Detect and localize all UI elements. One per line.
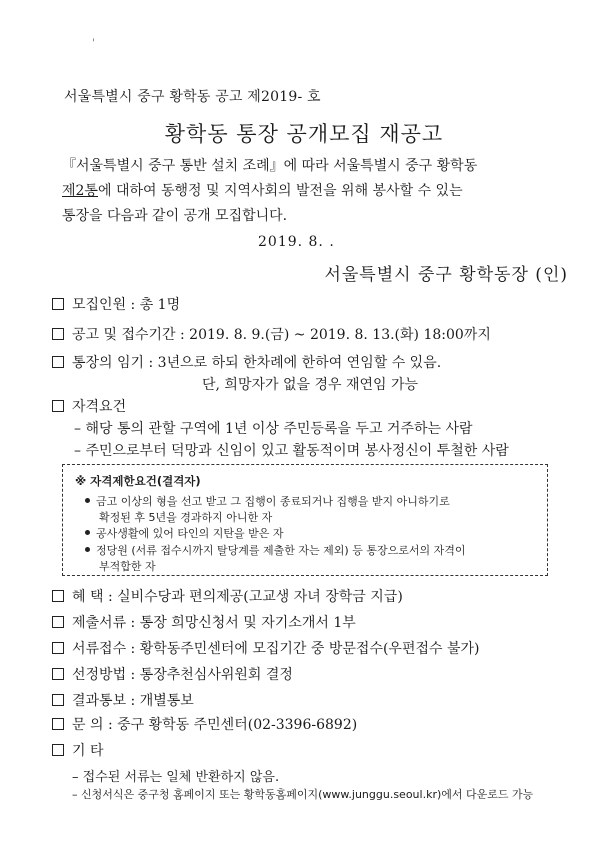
intro-line-2 (62, 179, 556, 204)
qualification-2: – 주민으로부터 덕망과 신임이 있고 활동적이며 봉사정신이 투철한 사람 (74, 443, 509, 459)
restriction-3-text: 정당원 (서류 접수시까지 탈당계를 제출한 자는 제외) 등 통장으로서의 자격이 (96, 544, 466, 557)
qualification-1: – 해당 통의 관할 구역에 1년 이상 주민등록을 두고 거주하는 사람 (74, 421, 473, 437)
etc-note-1: – 접수된 서류는 일체 반환하지 않음. (72, 770, 280, 785)
bullet-icon (85, 498, 90, 503)
item-result (52, 690, 194, 710)
notice-date: 2019. 8. . (258, 234, 335, 250)
restriction-3-cont: 부적합한 자 (99, 560, 156, 573)
checkbox-icon (52, 668, 64, 680)
item-recruit-text: 모집인원 : 총 1명 (72, 297, 181, 313)
restriction-box (62, 464, 548, 576)
item-qualification (52, 396, 126, 416)
item-term (52, 352, 441, 372)
bullet-icon (85, 530, 90, 535)
checkbox-icon (52, 694, 64, 706)
notice-number: 서울특별시 중구 황학동 공고 제2019- 호 (64, 89, 321, 105)
page-title: 황학동 통장 공개모집 재공고 (164, 122, 444, 146)
checkbox-icon (52, 642, 64, 654)
item-documents-text: 제출서류 : 통장 희망신청서 및 자기소개서 1부 (72, 615, 356, 631)
checkbox-icon (52, 590, 64, 602)
item-selection-text: 선정방법 : 통장추천심사위원회 결정 (72, 667, 293, 683)
item-term-note: 단, 희망자가 없을 경우 재연임 가능 (202, 377, 419, 393)
item-benefit (52, 586, 403, 606)
scan-mark: ' (92, 38, 95, 49)
item-etc (52, 740, 104, 760)
intro-line-2-text: 에 대하여 동행정 및 지역사회의 발전을 위해 봉사할 수 있는 (97, 183, 463, 199)
item-inquiry (52, 714, 357, 734)
item-term-text: 통장의 임기 : 3년으로 하되 한차례에 한하여 연임할 수 있음. (72, 355, 442, 371)
item-period (52, 324, 491, 344)
etc-note-2: – 신청서식은 중구청 홈페이지 또는 황학동홈페이지(www.junggu.seoul.kr)에서 다운로드 가능 (72, 788, 534, 801)
item-result-text: 결과통보 : 개별통보 (72, 693, 194, 709)
item-inquiry-text: 문 의 : 중구 황학동 주민센터(02-3396-6892) (72, 717, 358, 733)
item-documents (52, 612, 356, 632)
item-qualification-text: 자격요건 (72, 399, 127, 415)
issuer: 서울특별시 중구 황학동장 (인) (324, 265, 568, 285)
checkbox-icon (52, 328, 64, 340)
restriction-1-cont: 확정된 후 5년을 경과하지 아니한 자 (99, 511, 273, 524)
item-benefit-text: 혜 택 : 실비수당과 편의제공(고교생 자녀 장학금 지급) (72, 589, 403, 605)
checkbox-icon (52, 298, 64, 310)
restriction-1-text: 금고 이상의 형을 선고 받고 그 집행이 종료되거나 집행을 받지 아니하기로 (96, 495, 450, 508)
checkbox-icon (52, 356, 64, 368)
intro-line-3: 통장을 다음과 같이 공개 모집합니다. (62, 208, 288, 224)
intro-line-1: 『서울특별시 중구 통반 설치 조례』에 따라 서울특별시 중구 황학동 (62, 158, 478, 174)
restriction-1 (85, 493, 450, 509)
item-period-text: 공고 및 접수기간 : 2019. 8. 9.(금) ~ 2019. 8. 13.(화) 18:00까지 (72, 327, 491, 343)
item-selection (52, 664, 293, 684)
checkbox-icon (52, 400, 64, 412)
checkbox-icon (52, 744, 64, 756)
item-submission (52, 638, 480, 658)
restriction-2-text: 공사생활에 있어 타인의 지탄을 받은 자 (96, 527, 284, 540)
restriction-3 (85, 542, 465, 558)
checkbox-icon (52, 616, 64, 628)
bullet-icon (85, 547, 90, 552)
intro-paragraph (62, 154, 556, 229)
restriction-2 (85, 525, 284, 541)
item-recruit (52, 294, 180, 314)
item-submission-text: 서류접수 : 황학동주민센터에 모집기간 중 방문접수(우편접수 불가) (72, 641, 480, 657)
checkbox-icon (52, 718, 64, 730)
restriction-heading: ※ 자격제한요건(결격자) (75, 474, 201, 488)
tong-number: 제2통 (62, 183, 98, 199)
item-etc-text: 기 타 (72, 743, 104, 759)
